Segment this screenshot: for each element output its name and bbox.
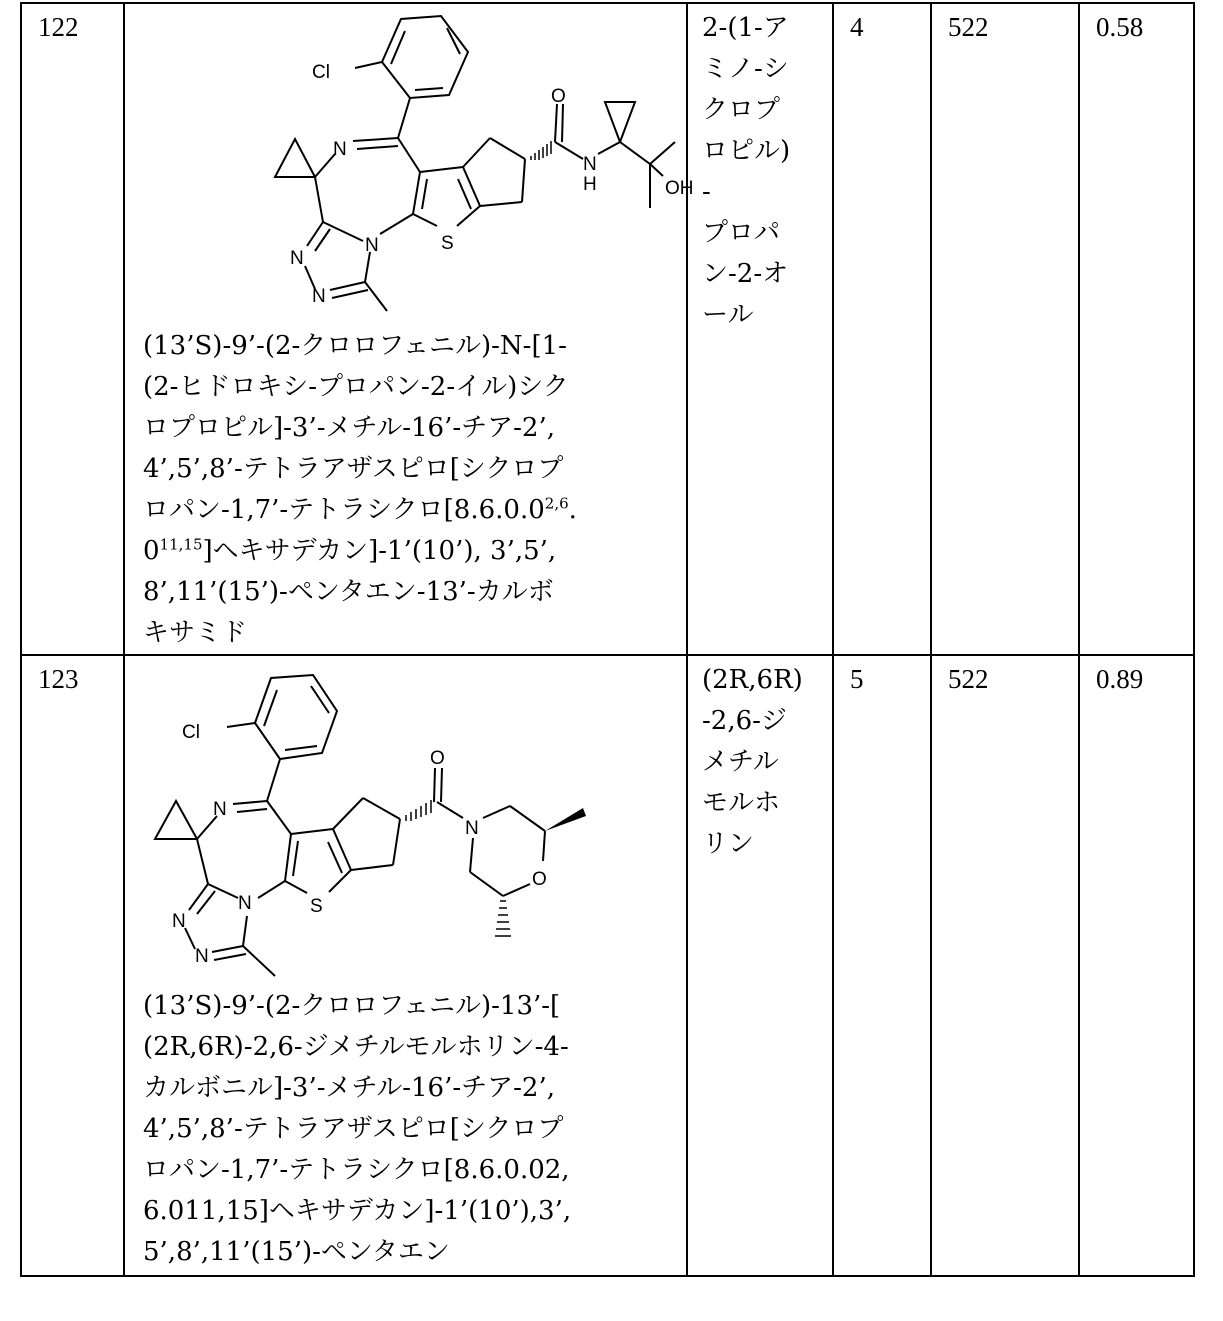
svg-text:Cl: Cl bbox=[182, 722, 200, 743]
compound-name: (13’S)-9’-(2-クロロフェニル)-N-[1- (2-ヒドロキシ-プロパン-2-イル)シク ロプロピル]-3’-メチル-16’-チア-2’, 4’,5’,8’-テトラアザスピロ[シクロプ ロパン-1,7’-テトラシクロ[8.6.0.0$^{2,6}$. 0$^{11,15}$]ヘキサデカン]-1’(10’), 3’,5’, 8’,11’(15’)-ペンタエン-13’-カルボ キサミド bbox=[143, 331, 577, 648]
activity-value: 0.89 bbox=[1079, 655, 1194, 1276]
compound-number: 122 bbox=[21, 3, 124, 655]
svg-text:N: N bbox=[172, 911, 186, 932]
amine-reagent: (2R,6R) -2,6-ジ メチル モルホ リン bbox=[687, 655, 833, 1276]
mass-value: 522 bbox=[931, 3, 1079, 655]
svg-text:O: O bbox=[532, 869, 547, 890]
chemical-structure-icon bbox=[125, 656, 686, 986]
svg-text:N: N bbox=[583, 154, 597, 175]
structure-cell bbox=[124, 655, 687, 1276]
svg-text:OH: OH bbox=[665, 178, 694, 199]
compound-name: (13’S)-9’-(2-クロロフェニル)-13’-[ (2R,6R)-2,6-ジメチルモルホリン-4- カルボニル]-3’-メチル-16’-チア-2’, 4’,5’,8’-テトラアザスピロ[シクロプ ロパン-1,7’-テトラシクロ[8.6.0.02, 6.011,15]ヘキサデカン]-1’(10’),3’, 5’,8’,11’(15’)-ペンタエン bbox=[143, 991, 572, 1267]
structure-cell bbox=[124, 3, 694, 655]
svg-text:N: N bbox=[238, 893, 252, 914]
table-row bbox=[21, 3, 1194, 655]
compound-number: 123 bbox=[21, 655, 124, 1276]
svg-text:N: N bbox=[333, 139, 347, 160]
svg-text:S: S bbox=[310, 896, 323, 917]
method-number: 4 bbox=[833, 3, 931, 655]
svg-text:N: N bbox=[195, 946, 209, 967]
activity-value: 0.58 bbox=[1079, 3, 1194, 655]
mass-value: 522 bbox=[931, 655, 1079, 1276]
amine-reagent: 2-(1-ア ミノ-シ クロプ ロピル) - プロパ ン-2-オ ール bbox=[687, 3, 833, 655]
chemical-structure-icon bbox=[125, 4, 694, 326]
method-number: 5 bbox=[833, 655, 931, 1276]
compound-table bbox=[20, 2, 1195, 1277]
svg-text:N: N bbox=[365, 235, 379, 256]
svg-text:S: S bbox=[441, 233, 454, 254]
table-row bbox=[21, 655, 1194, 1276]
svg-text:N: N bbox=[213, 799, 227, 820]
svg-text:N: N bbox=[312, 286, 326, 307]
svg-text:O: O bbox=[551, 86, 566, 107]
svg-text:H: H bbox=[583, 174, 597, 195]
svg-text:N: N bbox=[465, 818, 479, 839]
svg-text:Cl: Cl bbox=[312, 62, 330, 83]
svg-text:O: O bbox=[430, 748, 445, 769]
svg-text:N: N bbox=[290, 248, 304, 269]
